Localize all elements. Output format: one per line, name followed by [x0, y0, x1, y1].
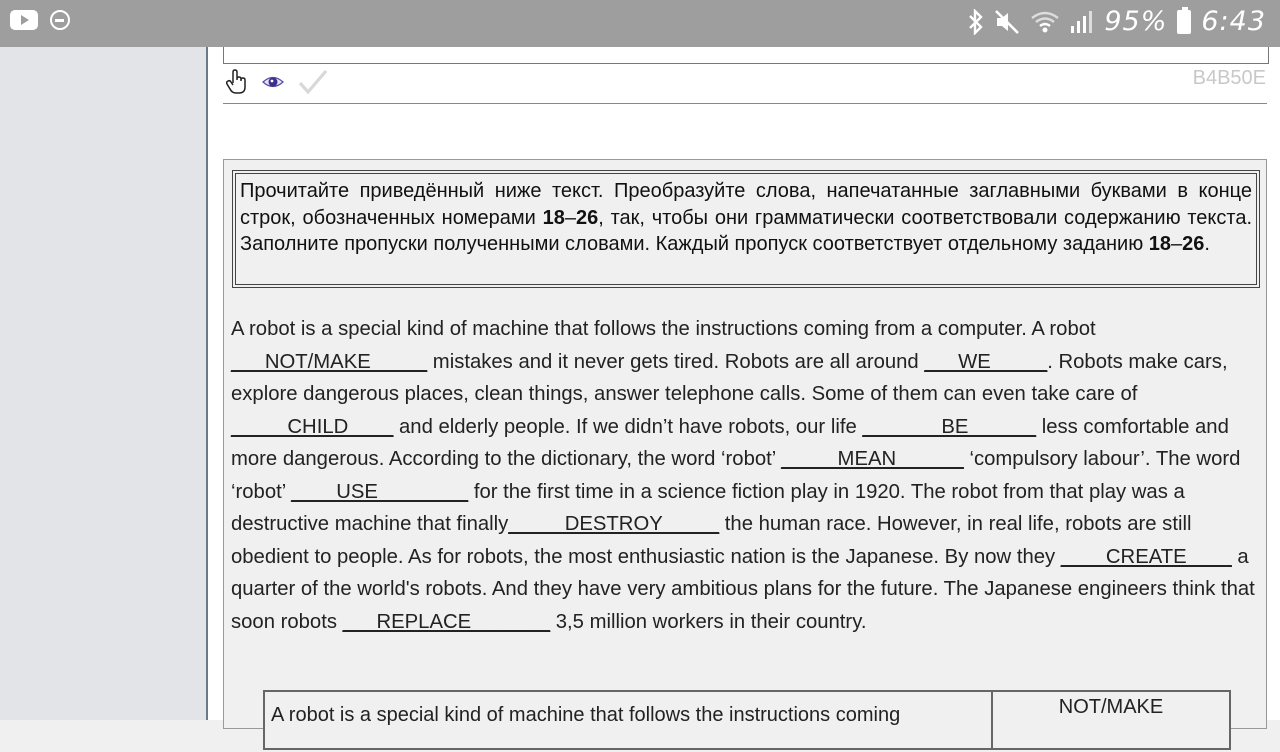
- range-dash: –: [564, 206, 577, 229]
- task-toolbar: [226, 67, 328, 97]
- answer-table: [263, 690, 1231, 750]
- bluetooth-icon: [968, 9, 984, 35]
- wifi-icon: [1030, 10, 1060, 34]
- passage-segment: the human race. However, in real life, robots are still obedient to people. As for robots, the most enthusiastic nation is the Japanese. By now they: [231, 513, 1192, 568]
- instructions-part1: Прочитайте приведённый ниже текст. Преобразуйте слова, напечатанные заглавными буквами в конце строк, обозначенных номерами: [240, 180, 1252, 229]
- passage-text: [231, 313, 1266, 638]
- passage-segment: A robot is a special kind of machine that follows the instructions coming from a computer. A robot: [231, 318, 1096, 340]
- previous-task-box: [223, 47, 1269, 64]
- blank-mean: _____MEAN______: [781, 448, 964, 470]
- table-row-text: A robot is a special kind of machine that follows the instructions coming: [265, 692, 993, 748]
- instructions-box: [232, 170, 1260, 288]
- passage-segment: less comfortable and more dangerous. According to the dictionary, the word ‘robot’: [231, 415, 1229, 470]
- range-start: 18: [1148, 233, 1172, 255]
- do-not-disturb-icon: [50, 10, 70, 30]
- eye-icon[interactable]: [262, 73, 284, 91]
- blank-create: ____CREATE____: [1060, 545, 1232, 568]
- range-end: 26: [1182, 233, 1205, 255]
- signal-icon: [1070, 10, 1094, 34]
- status-bar-left: [10, 10, 70, 30]
- instructions-part3: .: [1204, 233, 1210, 255]
- passage-segment: 3,5 million workers in their country.: [550, 610, 867, 633]
- hand-pointer-icon[interactable]: [226, 69, 248, 95]
- table-row-word: NOT/MAKE: [1058, 696, 1164, 718]
- battery-icon: [1177, 10, 1191, 34]
- range-start: 18: [542, 206, 565, 229]
- task-block: [223, 159, 1267, 729]
- status-bar: [0, 0, 1280, 47]
- instructions-text: [235, 173, 1257, 285]
- content-area[interactable]: [208, 47, 1280, 726]
- blank-child: _____CHILD____: [231, 415, 394, 438]
- passage-segment: for the first time in a science fiction play in 1920. The robot from that play was a destructive machine that finally: [231, 480, 1185, 535]
- blank-be: _______BE______: [862, 415, 1037, 438]
- youtube-icon: [10, 10, 38, 30]
- passage-segment: ‘compulsory labour’. The word ‘robot’: [231, 448, 1241, 503]
- blank-use: ____USE________: [291, 480, 469, 503]
- passage-segment: and elderly people. If we didn’t have robots, our life: [393, 415, 863, 438]
- clock: 6:43: [1201, 6, 1266, 37]
- status-bar-right: [968, 6, 1266, 37]
- blank-we: ___WE_____: [924, 350, 1048, 373]
- left-panel: [0, 47, 206, 720]
- passage-segment: a quarter of the world's robots. And they have very ambitious plans for the future. The Japanese engineers think that soon robots: [231, 545, 1255, 633]
- checkmark-icon[interactable]: [298, 69, 328, 95]
- divider: [223, 103, 1267, 104]
- range-end: 26: [576, 206, 599, 229]
- blank-replace: ___REPLACE_______: [342, 610, 551, 633]
- passage-segment: . Robots make cars, explore dangerous places, clean things, answer telephone calls. Some of them can even take care of: [231, 350, 1228, 405]
- task-id: B4B50E: [1192, 67, 1266, 89]
- blank-destroy: _____DESTROY_____: [508, 513, 720, 535]
- blank-not-make: ___NOT/MAKE_____: [231, 350, 428, 373]
- battery-percent: 95%: [1104, 6, 1168, 37]
- passage-segment: mistakes and it never gets tired. Robots are all around: [427, 350, 925, 373]
- mute-icon: [994, 9, 1020, 35]
- range-dash: –: [1171, 233, 1183, 255]
- instructions-part2: , так, чтобы они грамматически соответствовали содержанию текста. Заполните пропуски полученными словами. Каждый пропуск соответствует отдельному заданию: [240, 206, 1253, 255]
